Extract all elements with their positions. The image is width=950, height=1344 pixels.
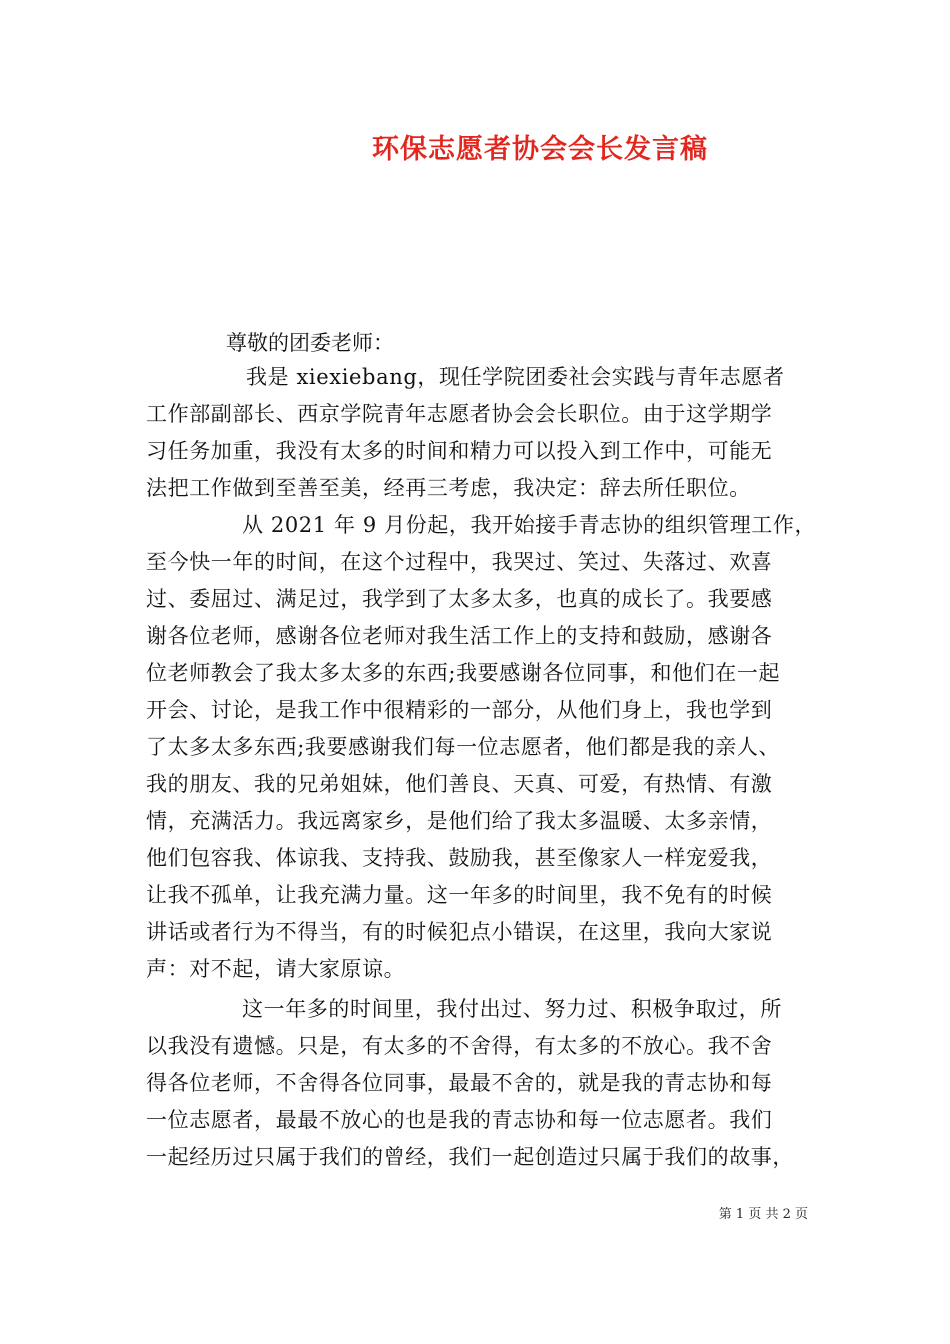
- paragraph-line: 声：对不起，请大家原谅。: [146, 957, 406, 981]
- paragraph-line: 情，充满活力。我远离家乡，是他们给了我太多温暖、太多亲情，: [146, 809, 773, 833]
- paragraph-line: 让我不孤单，让我充满力量。这一年多的时间里，我不免有的时候: [146, 883, 773, 907]
- paragraph-line: 一起经历过只属于我们的曾经，我们一起创造过只属于我们的故事，: [146, 1145, 794, 1169]
- paragraph-line: 我的朋友、我的兄弟姐妹，他们善良、天真、可爱，有热情、有激: [146, 772, 773, 796]
- paragraph-line: 这一年多的时间里，我付出过、努力过、积极争取过，所: [242, 997, 782, 1021]
- paragraph-line: 一位志愿者，最最不放心的也是我的青志协和每一位志愿者。我们: [146, 1108, 773, 1132]
- salutation: 尊敬的团委老师：: [226, 331, 394, 355]
- paragraph-1: [146, 359, 810, 507]
- paragraph-2: [146, 507, 817, 988]
- paragraph-line: 习任务加重，我没有太多的时间和精力可以投入到工作中，可能无: [146, 439, 773, 463]
- page-indicator: 第 1 页 共 2 页: [718, 1207, 808, 1222]
- paragraph-line: 过、委屈过、满足过，我学到了太多太多，也真的成长了。我要感: [146, 587, 773, 611]
- paragraph-3: [146, 991, 810, 1176]
- paragraph-line: 得各位老师，不舍得各位同事，最最不舍的，就是我的青志协和每: [146, 1071, 773, 1095]
- paragraph-line: 我是 xiexiebang，现任学院团委社会实践与青年志愿者: [246, 365, 785, 389]
- paragraph-line: 至今快一年的时间，在这个过程中，我哭过、笑过、失落过、欢喜: [146, 550, 773, 574]
- paragraph-line: 位老师教会了我太多太多的东西;我要感谢各位同事，和他们在一起: [146, 661, 781, 685]
- paragraph-line: 开会、讨论，是我工作中很精彩的一部分，从他们身上，我也学到: [146, 698, 773, 722]
- paragraph-line: 以我没有遗憾。只是，有太多的不舍得，有太多的不放心。我不舍: [146, 1034, 773, 1058]
- paragraph-line: 从 2021 年 9 月份起，我开始接手青志协的组织管理工作，: [242, 513, 817, 537]
- document-title: 环保志愿者协会会长发言稿: [372, 134, 708, 165]
- paragraph-line: 了太多太多东西;我要感谢我们每一位志愿者，他们都是我的亲人、: [146, 735, 781, 759]
- paragraph-line: 工作部副部长、西京学院青年志愿者协会会长职位。由于这学期学: [146, 402, 773, 426]
- paragraph-line: 讲话或者行为不得当，有的时候犯点小错误，在这里，我向大家说: [146, 920, 773, 944]
- paragraph-line: 法把工作做到至善至美，经再三考虑，我决定：辞去所任职位。: [146, 476, 751, 500]
- paragraph-line: 他们包容我、体谅我、支持我、鼓励我，甚至像家人一样宠爱我，: [146, 846, 773, 870]
- paragraph-line: 谢各位老师，感谢各位老师对我生活工作上的支持和鼓励，感谢各: [146, 624, 773, 648]
